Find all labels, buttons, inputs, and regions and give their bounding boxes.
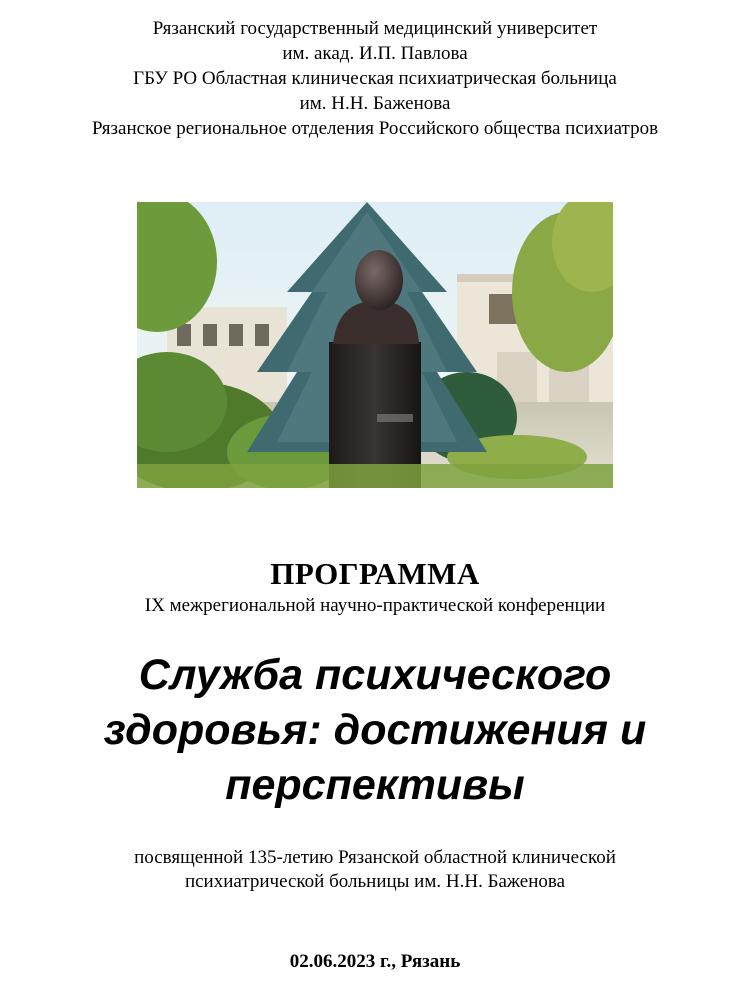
conference-name	[0, 648, 750, 813]
organizer-line-university-name: им. акад. И.П. Павлова	[282, 43, 468, 64]
dedication	[0, 846, 750, 894]
monument-photo	[137, 202, 613, 488]
conference-name-line: здоровья: достижения и	[103, 706, 647, 754]
date-and-place: 02.06.2023 г., Рязань	[289, 951, 461, 972]
organizer-line-hospital-name: им. Н.Н. Баженова	[299, 93, 451, 114]
dedication-line: посвященной 135-летию Рязанской областной клинической	[134, 847, 616, 868]
organizer-line-university: Рязанский государственный медицинский университет	[152, 18, 598, 39]
organizers-header	[0, 16, 750, 141]
organizer-line-hospital: ГБУ РО Областная клиническая психиатрическая больница	[133, 68, 617, 89]
conference-name-line: Служба психического	[138, 651, 612, 699]
organizer-line-society: Рязанское региональное отделения Российского общества психиатров	[91, 118, 659, 139]
program-title: ПРОГРАММА	[270, 556, 480, 591]
conference-type: IX межрегиональной научно-практической конференции	[144, 595, 606, 616]
conference-name-line: перспективы	[225, 761, 525, 809]
dedication-line: психиатрической больницы им. Н.Н. Баженова	[184, 871, 566, 892]
